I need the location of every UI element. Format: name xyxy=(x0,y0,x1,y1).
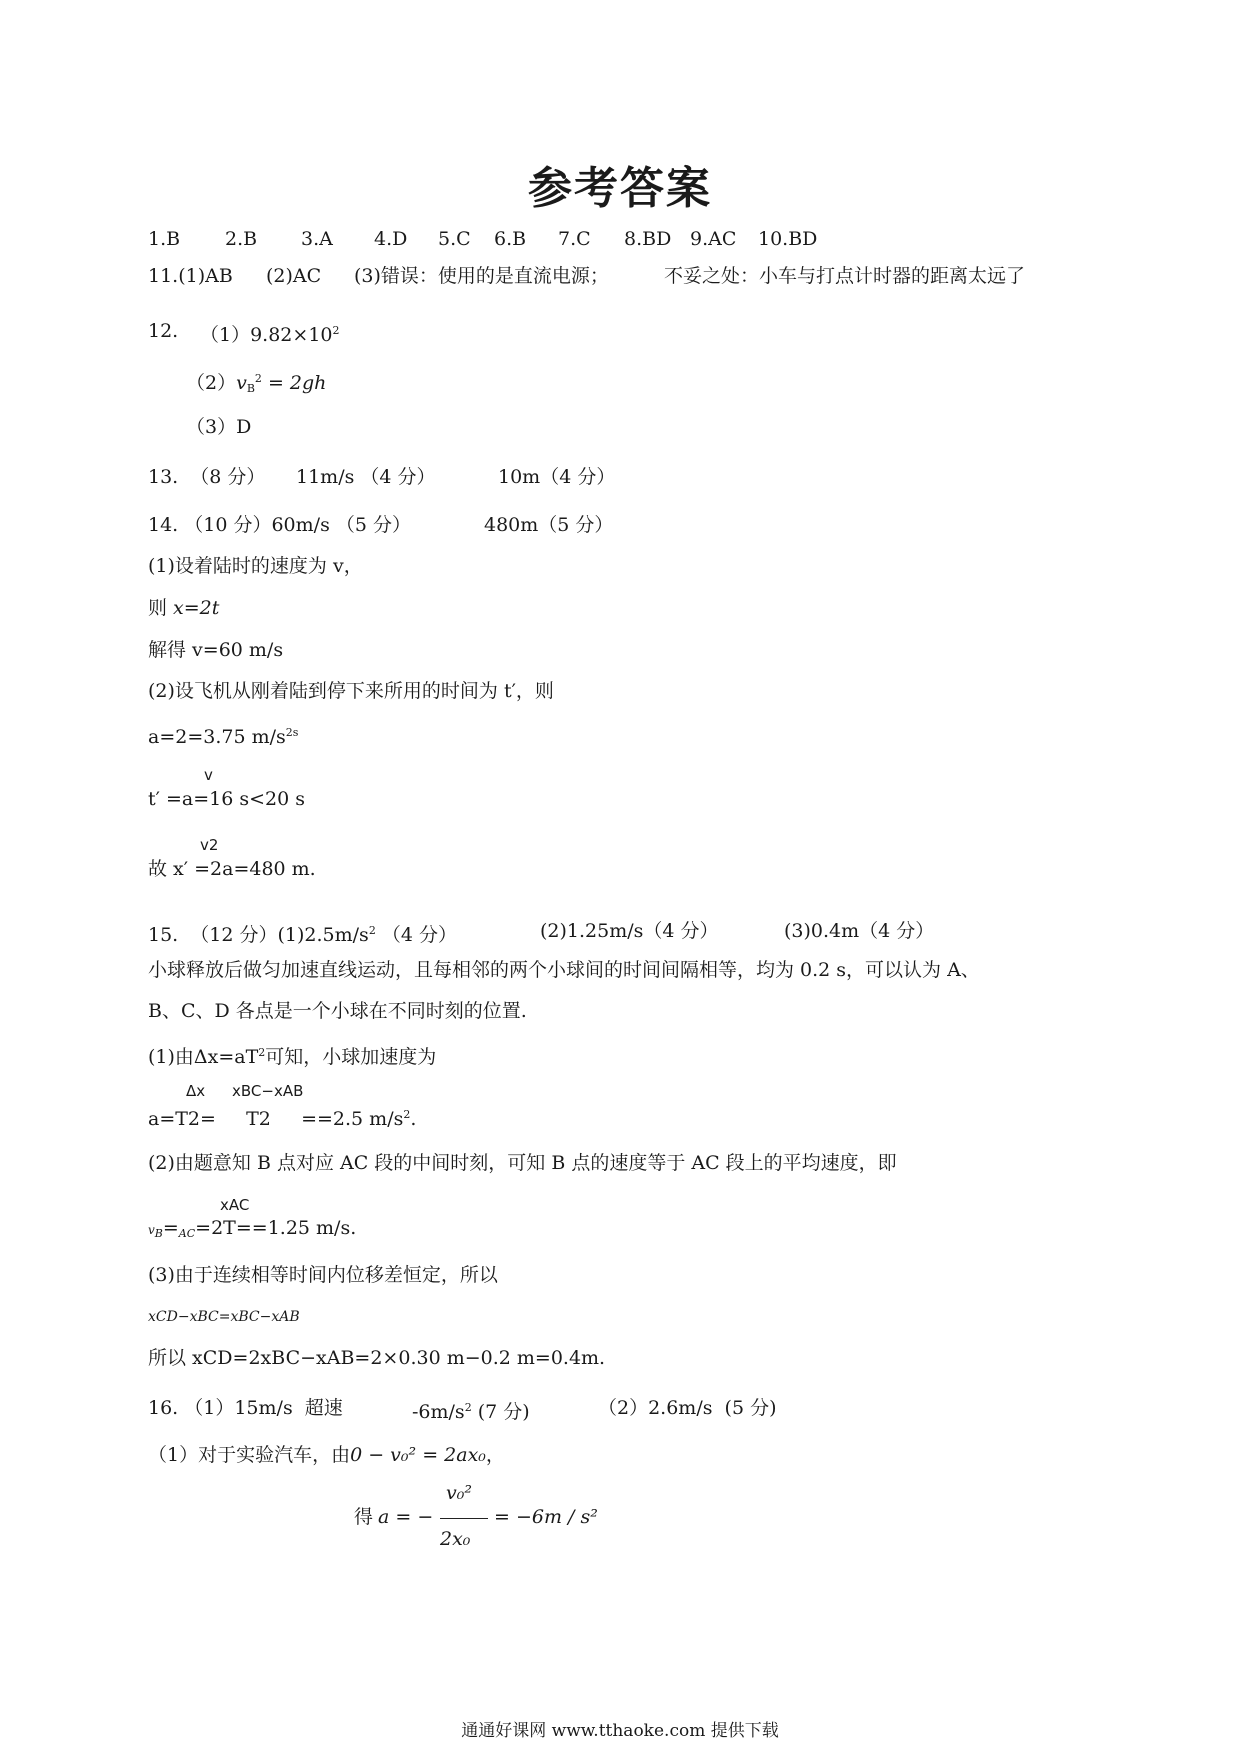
answer-5: 5.C xyxy=(438,228,471,250)
answer-9: 9.AC xyxy=(690,228,737,250)
q15-line-1: 小球释放后做匀加速直线运动，且每相邻的两个小球间的时间间隔相等，均为 0.2 s，可以认为 A、 xyxy=(148,959,980,981)
page-title: 参考答案 xyxy=(528,163,712,214)
q14-line-2: 则 x=2t xyxy=(148,597,220,619)
q15-line-4-numerator-1: Δx xyxy=(186,1082,206,1100)
q15-answer-a: 15. （12 分）$(1)2.5m/s^2$ （4 分） xyxy=(148,924,457,946)
q12-number: 12. xyxy=(148,320,179,342)
q16-line-2-lhs: a = − xyxy=(378,1506,434,1528)
q16-line-1: （1）对于实验汽车，由0 − v₀² = 2ax₀， xyxy=(148,1444,505,1466)
answer-2: 2.B xyxy=(225,228,258,250)
q16-line-2-prefix: 得 xyxy=(354,1506,374,1528)
footer: 通通好课网 www.tthaoke.com 提供下载 xyxy=(461,1721,779,1741)
q14-line-6-numerator: v xyxy=(204,766,213,784)
q15-line-8: xCD−xBC=xBC−xAB xyxy=(148,1309,300,1325)
q11-part1: 11.(1)AB xyxy=(148,265,233,287)
q12-answer-1: $(1)9.82\times 10^2$ xyxy=(200,324,340,346)
q13-answer-b: 11m/s （4 分） xyxy=(296,466,436,488)
q14-line-1: (1)设着陆时的速度为 v， xyxy=(148,555,363,577)
q14-line-5: a=2=3.75 $m/s^{2s}$ xyxy=(148,726,299,748)
q16-answer-a: 16. （1）15m/s 超速 xyxy=(148,1397,343,1419)
q14-answer-a: 14. （10 分）60m/s （5 分） xyxy=(148,514,411,536)
q15-line-4: a=T2= T2 ==2.5 $m/s^2$. xyxy=(148,1108,417,1130)
q11-part4: 不妥之处：小车与打点计时器的距离太远了 xyxy=(664,265,1026,287)
q15-answer-b: (2)1.25m/s（4 分） xyxy=(540,920,719,942)
q11-part2: (2)AC xyxy=(266,265,322,287)
answer-3: 3.A xyxy=(301,228,333,250)
q12-answer-2: $(2)v_B^2 = 2gh$ xyxy=(186,372,327,395)
q16-answer-b: $-6m/s^2$ (7 分) xyxy=(412,1401,530,1423)
q15-line-2: B、C、D 各点是一个小球在不同时刻的位置. xyxy=(148,1000,527,1022)
q15-line-7: (3)由于连续相等时间内位移差恒定，所以 xyxy=(148,1264,498,1286)
q15-line-9: 所以 xCD=2xBC−xAB=2×0.30 m−0.2 m=0.4m. xyxy=(148,1347,606,1369)
q14-answer-b: 480m（5 分） xyxy=(484,514,614,536)
answer-6: 6.B xyxy=(494,228,527,250)
answer-10: 10.BD xyxy=(758,228,818,250)
q16-line-2-fraction-bar xyxy=(440,1518,488,1519)
q16-line-2-result: = −6m / s² xyxy=(494,1506,598,1528)
q15-line-5: (2)由题意知 B 点对应 AC 段的中间时刻，可知 B 点的速度等于 AC 段上的平均速度，即 xyxy=(148,1152,897,1174)
q14-line-7: 故 x′ =2a=480 m. xyxy=(148,858,316,880)
answer-1: 1.B xyxy=(148,228,181,250)
q13-answer-a: 13. （8 分） xyxy=(148,466,266,488)
q16-line-2-numerator: v₀² xyxy=(446,1482,472,1504)
q14-line-4: (2)设飞机从刚着陆到停下来所用的时间为 t′，则 xyxy=(148,680,554,702)
q16-answer-c: （2）2.6m/s (5 分) xyxy=(598,1397,777,1419)
q15-line-4-numerator-2: xBC−xAB xyxy=(232,1082,304,1100)
q12-answer-3: （3）D xyxy=(186,416,252,438)
q15-line-3: (1)由$\Delta x=aT^2$可知，小球加速度为 xyxy=(148,1046,437,1068)
q16-line-2-denominator: 2x₀ xyxy=(440,1528,471,1550)
answer-7: 7.C xyxy=(558,228,591,250)
answer-8: 8.BD xyxy=(624,228,672,250)
q14-line-6: t′ =a=16 s<20 s xyxy=(148,788,306,810)
q15-line-6: $v_B=_{AC}=2T==1.25$ m/s. xyxy=(148,1217,357,1240)
q14-line-3: 解得 v=60 m/s xyxy=(148,639,284,661)
q13-answer-c: 10m（4 分） xyxy=(498,466,616,488)
q11-part3: (3)错误：使用的是直流电源； xyxy=(354,265,609,287)
q15-line-6-numerator: xAC xyxy=(220,1196,250,1214)
answer-4: 4.D xyxy=(374,228,408,250)
q15-answer-c: (3)0.4m（4 分） xyxy=(784,920,935,942)
q14-line-7-numerator: v2 xyxy=(200,836,219,854)
